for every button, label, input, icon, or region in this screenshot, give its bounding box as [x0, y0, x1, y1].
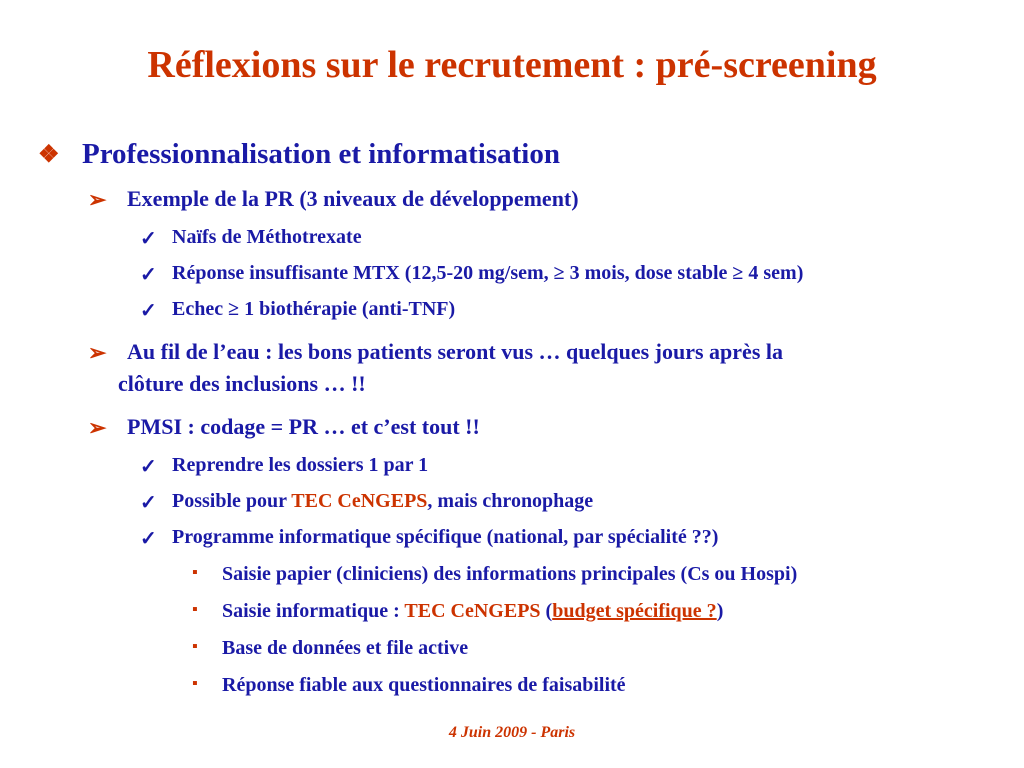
- check-bullet-icon: ✓: [140, 264, 157, 286]
- possible-pour-text: Possible pour: [172, 490, 292, 512]
- bullet-reponse-insuffisante: Réponse insuffisante MTX (12,5-20 mg/sem, ≥ 3 mois, dose stable ≥ 4 sem): [172, 262, 804, 284]
- bullet-pmsi: PMSI : codage = PR … et c’est tout !!: [127, 414, 480, 439]
- check-bullet-icon: ✓: [140, 492, 157, 514]
- bullet-programme-informatique: Programme informatique spécifique (national, par spécialité ??): [172, 526, 719, 548]
- bullet-possible-pour: [172, 490, 593, 513]
- chronophage-text: , mais chronophage: [427, 490, 594, 512]
- paren-close: ): [716, 600, 724, 622]
- bullet-saisie-papier: Saisie papier (cliniciens) des informations principales (Cs ou Hospi): [222, 563, 798, 585]
- tec-cengeps-highlight: TEC CeNGEPS: [291, 490, 428, 512]
- bullet-naifs: Naïfs de Méthotrexate: [172, 226, 362, 248]
- paren-open: (: [540, 600, 553, 622]
- square-bullet-icon: ▪: [192, 564, 198, 581]
- bullet-exemple-pr: Exemple de la PR (3 niveaux de développement): [127, 186, 579, 211]
- bullet-base-donnees: Base de données et file active: [222, 637, 469, 659]
- slide-title: Réflexions sur le recrutement : pré-screening: [147, 44, 877, 86]
- bullet-au-fil-line2: clôture des inclusions … !!: [118, 371, 366, 396]
- arrow-bullet-icon: ➢: [88, 415, 107, 440]
- budget-specifique-link[interactable]: budget spécifique ?: [552, 600, 717, 622]
- bullet-au-fil-line1: Au fil de l’eau : les bons patients seront vus … quelques jours après la: [127, 339, 783, 364]
- arrow-bullet-icon: ➢: [88, 187, 107, 212]
- check-bullet-icon: ✓: [140, 228, 157, 250]
- saisie-informatique-text: Saisie informatique :: [222, 600, 405, 622]
- bullet-echec-biotherapie: Echec ≥ 1 biothérapie (anti-TNF): [172, 298, 456, 320]
- square-bullet-icon: ▪: [192, 601, 198, 618]
- bullet-reponse-fiable: Réponse fiable aux questionnaires de faisabilité: [222, 674, 626, 696]
- diamond-bullet-icon: ❖: [38, 142, 60, 168]
- square-bullet-icon: ▪: [192, 638, 198, 655]
- bullet-reprendre-dossiers: Reprendre les dossiers 1 par 1: [172, 454, 429, 476]
- check-bullet-icon: ✓: [140, 300, 157, 322]
- arrow-bullet-icon: ➢: [88, 340, 107, 365]
- bullet-saisie-informatique: [222, 600, 723, 623]
- tec-cengeps-highlight: TEC CeNGEPS: [404, 600, 541, 622]
- check-bullet-icon: ✓: [140, 456, 157, 478]
- square-bullet-icon: ▪: [192, 675, 198, 692]
- bullet-professionnalisation: Professionnalisation et informatisation: [82, 138, 560, 170]
- slide-footer: 4 Juin 2009 - Paris: [448, 724, 576, 741]
- check-bullet-icon: ✓: [140, 528, 157, 550]
